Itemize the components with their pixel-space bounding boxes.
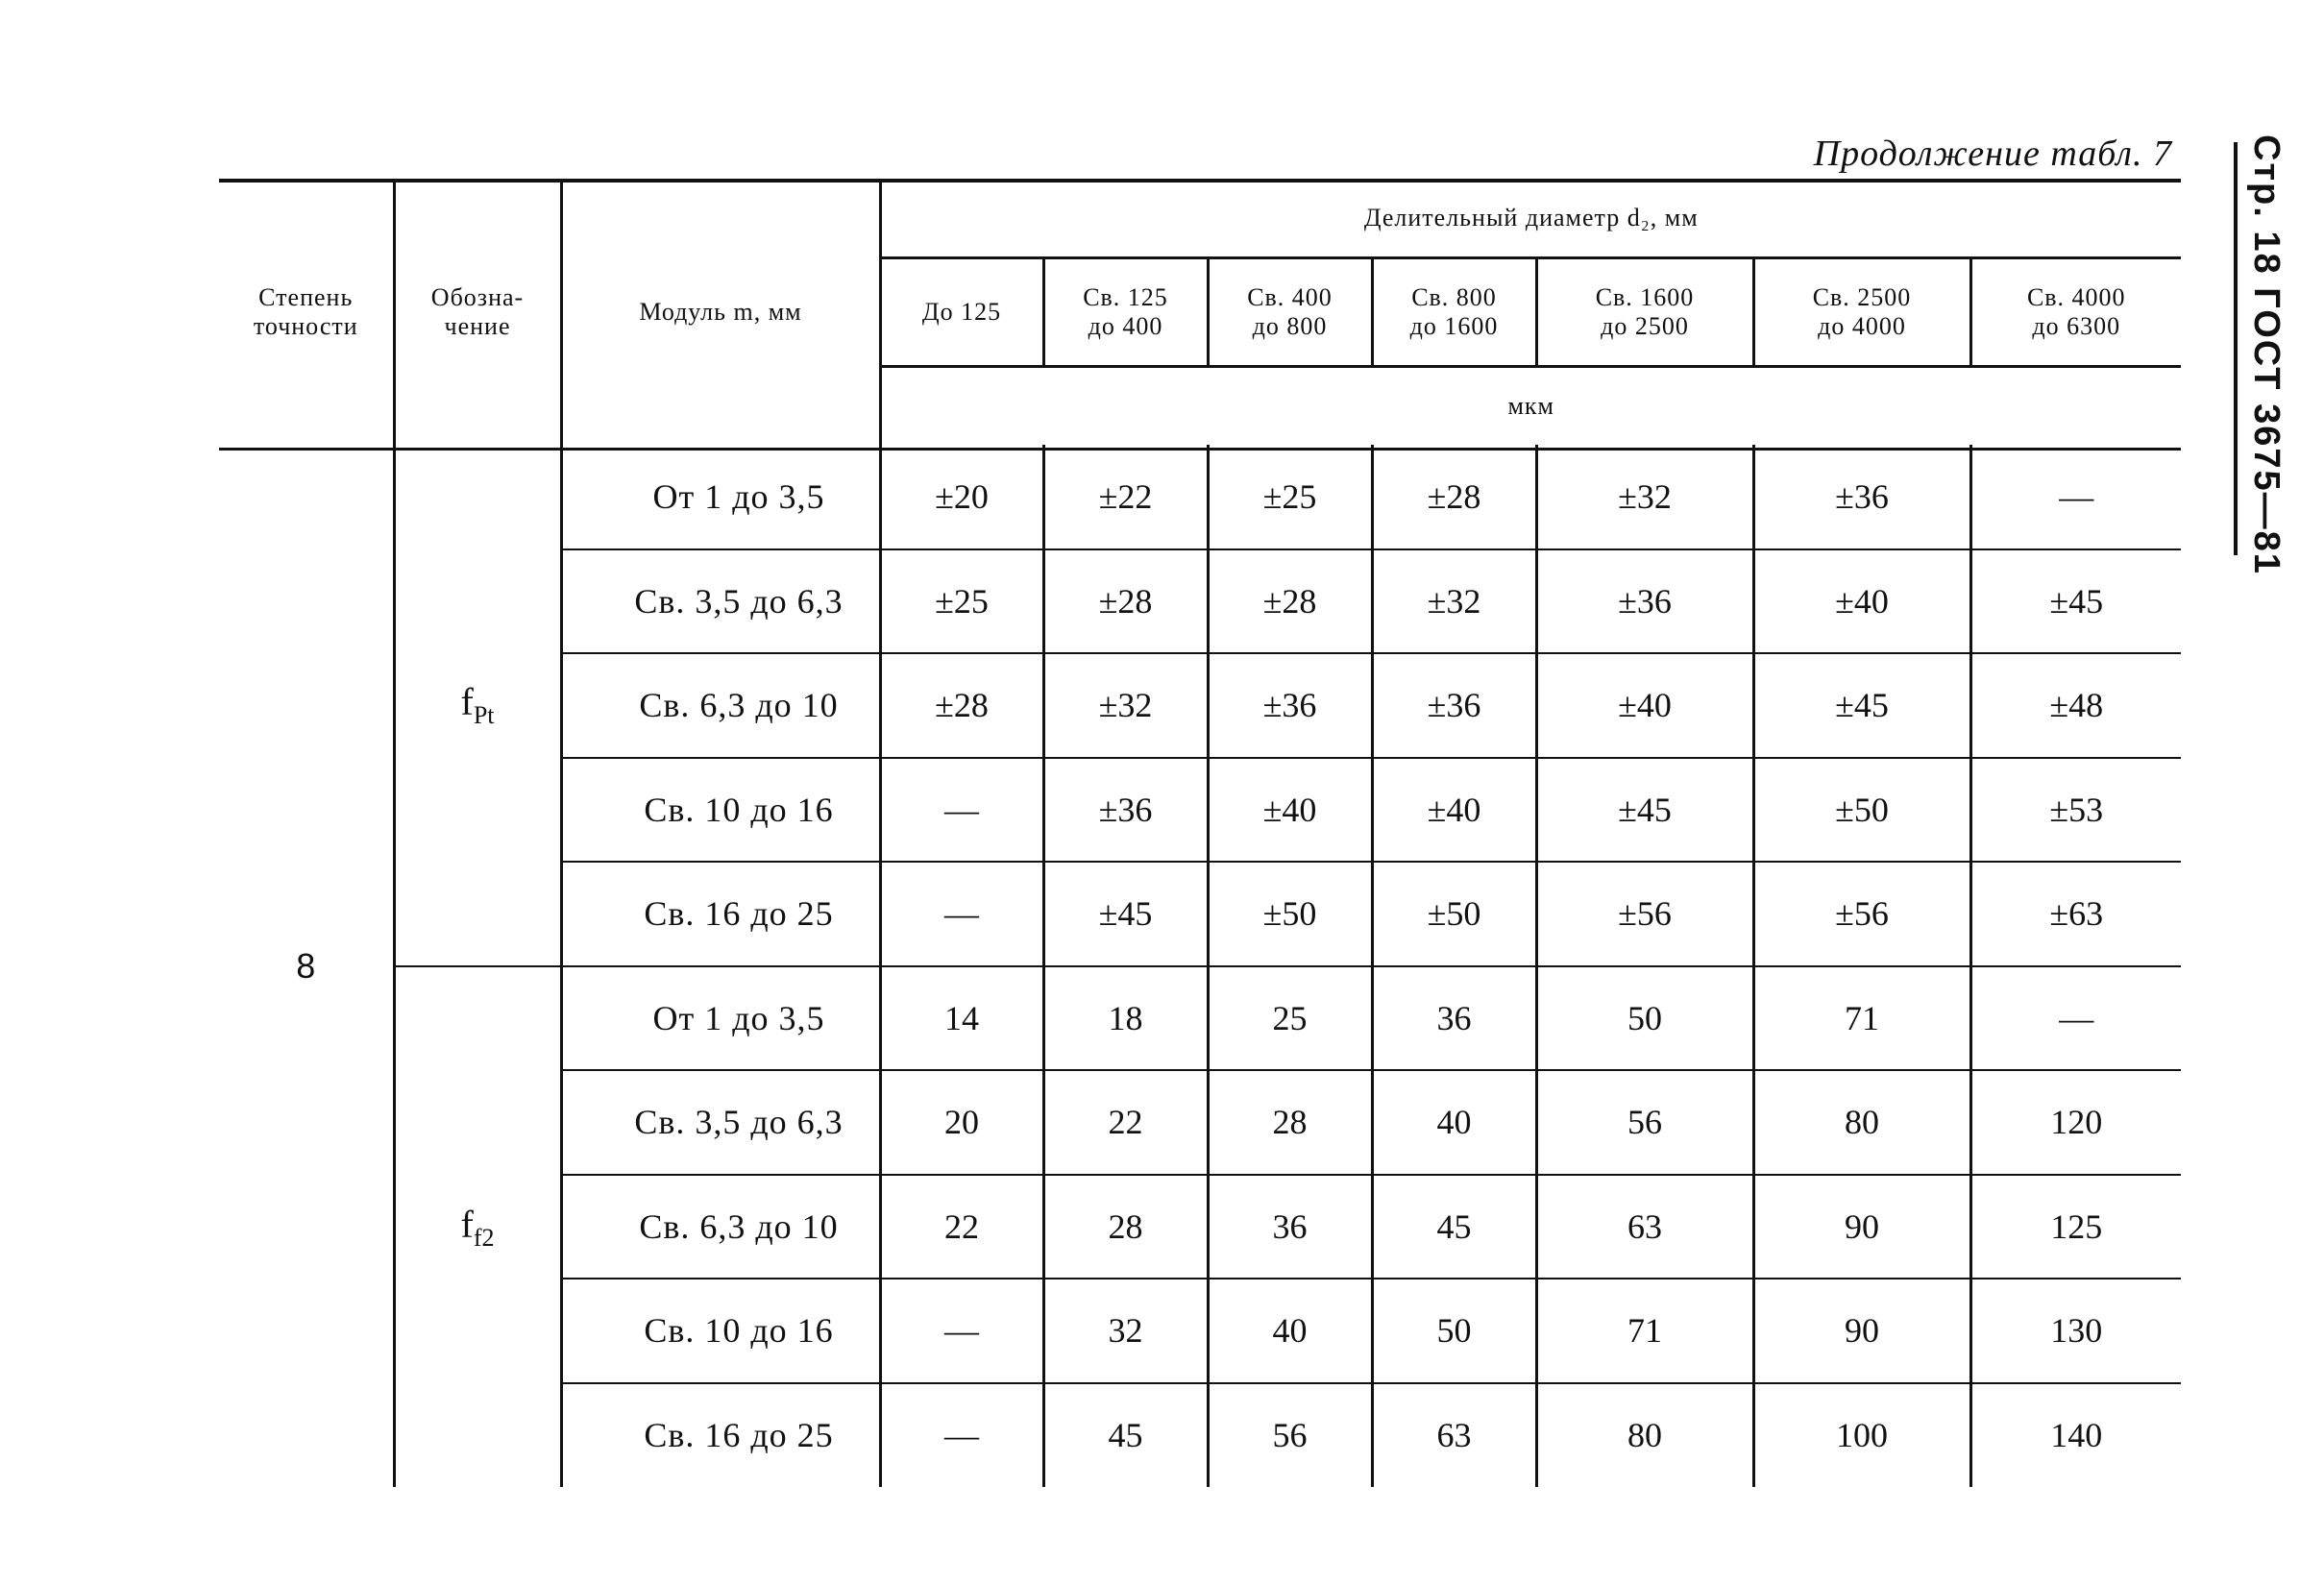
tolerance-value: ±45 — [1536, 758, 1753, 863]
header-grade — [219, 180, 394, 445]
tolerance-value: 71 — [1536, 1279, 1753, 1383]
tolerance-value: ±28 — [880, 653, 1043, 758]
header-diameter-col-line: до 1600 — [1409, 312, 1499, 340]
header-symbol-line2: чение — [444, 312, 511, 340]
header-diameter-col — [1043, 258, 1208, 367]
header-diameter-col — [880, 258, 1043, 367]
tolerance-symbol-subscript: f2 — [473, 1223, 495, 1252]
tolerance-value: ±40 — [1208, 758, 1372, 863]
module-range: От 1 до 3,5 — [561, 445, 880, 549]
module-range: Св. 16 до 25 — [561, 862, 880, 966]
tolerance-value: ±20 — [880, 445, 1043, 549]
header-diameter-col-line: Св. 1600 — [1595, 283, 1695, 311]
module-range: Св. 6,3 до 10 — [561, 653, 880, 758]
tolerance-value: 71 — [1753, 966, 1970, 1071]
tolerance-value: ±53 — [1970, 758, 2181, 863]
header-diameter-col-line: Св. 400 — [1247, 283, 1333, 311]
tolerance-value: ±32 — [1536, 445, 1753, 549]
tolerance-value: 14 — [880, 966, 1043, 1071]
tolerance-value: 50 — [1372, 1279, 1536, 1383]
tolerance-value: ±40 — [1753, 549, 1970, 654]
tolerance-value: 130 — [1970, 1279, 2181, 1383]
tolerance-value: — — [880, 862, 1043, 966]
header-diameter-col — [1536, 258, 1753, 367]
tolerance-value: 40 — [1208, 1279, 1372, 1383]
tolerance-value: ±36 — [1372, 653, 1536, 758]
tolerance-value: 45 — [1372, 1175, 1536, 1279]
tolerance-value: 125 — [1970, 1175, 2181, 1279]
table-row — [219, 445, 2181, 549]
tolerance-value: ±63 — [1970, 862, 2181, 966]
header-unit: мкм — [880, 367, 2181, 446]
tolerance-value: 120 — [1970, 1070, 2181, 1175]
tolerance-value: 50 — [1536, 966, 1753, 1071]
module-range: Св. 10 до 16 — [561, 758, 880, 863]
tolerance-value: ±40 — [1372, 758, 1536, 863]
tolerance-value: 40 — [1372, 1070, 1536, 1175]
module-range: Св. 16 до 25 — [561, 1383, 880, 1488]
header-symbol-line1: Обозна- — [430, 283, 525, 311]
tolerance-value: 18 — [1043, 966, 1208, 1071]
tolerance-value: 28 — [1208, 1070, 1372, 1175]
tolerance-value: ±28 — [1372, 445, 1536, 549]
tolerance-value: ±40 — [1536, 653, 1753, 758]
header-diameter-col-line: до 4000 — [1818, 312, 1906, 340]
tolerance-value: ±56 — [1753, 862, 1970, 966]
tolerance-value: 56 — [1208, 1383, 1372, 1488]
tolerance-value: ±32 — [1372, 549, 1536, 654]
header-diameter-col — [1208, 258, 1372, 367]
accuracy-grade: 8 — [296, 945, 316, 986]
tolerance-value: — — [880, 758, 1043, 863]
tolerance-value: ±36 — [1536, 549, 1753, 654]
header-diameter-col-line: Св. 2500 — [1812, 283, 1912, 311]
tolerance-value: — — [1970, 445, 2181, 549]
tolerance-value: 36 — [1208, 1175, 1372, 1279]
side-header — [2181, 134, 2324, 615]
tolerance-symbol-letter: f — [460, 680, 474, 724]
side-header-text: Стр. 18 ГОСТ 3675—81 — [2246, 134, 2287, 575]
tolerance-value: — — [880, 1383, 1043, 1488]
tolerance-symbol-letter: f — [460, 1202, 474, 1246]
tolerance-symbol-subscript: Pt — [473, 701, 495, 730]
tolerance-value: ±32 — [1043, 653, 1208, 758]
header-module: Модуль m, мм — [561, 180, 880, 445]
tolerance-value: — — [1970, 966, 2181, 1071]
tolerance-value: ±45 — [1753, 653, 1970, 758]
tolerance-value: ±36 — [1753, 445, 1970, 549]
tolerance-value: 90 — [1753, 1279, 1970, 1383]
tolerance-value: ±25 — [1208, 445, 1372, 549]
module-range: От 1 до 3,5 — [561, 966, 880, 1071]
header-diameter-col — [1753, 258, 1970, 367]
header-grade-line2: точности — [253, 312, 358, 340]
tolerance-value: 90 — [1753, 1175, 1970, 1279]
header-diameter: Делительный диаметр d₂, мм — [880, 180, 2181, 258]
tolerance-value: ±36 — [1043, 758, 1208, 863]
tolerance-value: ±56 — [1536, 862, 1753, 966]
module-range: Св. 6,3 до 10 — [561, 1175, 880, 1279]
tolerance-value: ±36 — [1208, 653, 1372, 758]
module-range: Св. 10 до 16 — [561, 1279, 880, 1383]
header-diameter-col — [1970, 258, 2181, 367]
table-caption: Продолжение табл. 7 — [1813, 134, 2172, 174]
tolerance-value: 45 — [1043, 1383, 1208, 1488]
tolerance-value: 28 — [1043, 1175, 1208, 1279]
tolerance-value: 80 — [1753, 1070, 1970, 1175]
header-diameter-col-line: до 400 — [1088, 312, 1163, 340]
tolerance-value: ±45 — [1043, 862, 1208, 966]
header-diameter-col-line: Св. 125 — [1083, 283, 1168, 311]
tolerance-value: ±50 — [1372, 862, 1536, 966]
module-range: Св. 3,5 до 6,3 — [561, 1070, 880, 1175]
tolerance-value: 100 — [1753, 1383, 1970, 1488]
tolerance-value: 56 — [1536, 1070, 1753, 1175]
tolerance-value: 25 — [1208, 966, 1372, 1071]
tolerance-value: 36 — [1372, 966, 1536, 1071]
tolerance-value: ±28 — [1043, 549, 1208, 654]
tolerance-value: 63 — [1536, 1175, 1753, 1279]
tolerance-value: ±50 — [1753, 758, 1970, 863]
tolerance-value: 80 — [1536, 1383, 1753, 1488]
tolerance-value: 140 — [1970, 1383, 2181, 1488]
header-diameter-col — [1372, 258, 1536, 367]
tolerance-value: 22 — [1043, 1070, 1208, 1175]
header-diameter-col-line: До 125 — [921, 298, 1002, 326]
header-diameter-col-line: до 6300 — [2032, 312, 2121, 340]
tolerance-value: ±25 — [880, 549, 1043, 654]
tolerance-value: 32 — [1043, 1279, 1208, 1383]
header-diameter-col-line: Св. 4000 — [2026, 283, 2126, 311]
tolerance-value: ±45 — [1970, 549, 2181, 654]
table-row — [219, 966, 2181, 1071]
tolerance-value: 20 — [880, 1070, 1043, 1175]
tolerance-value: ±28 — [1208, 549, 1372, 654]
header-grade-line1: Степень — [258, 283, 354, 311]
tolerance-table — [219, 180, 2181, 1487]
tolerance-value: ±50 — [1208, 862, 1372, 966]
tolerance-value: ±48 — [1970, 653, 2181, 758]
header-diameter-col-line: Св. 800 — [1411, 283, 1497, 311]
tolerance-value: — — [880, 1279, 1043, 1383]
table-header — [219, 180, 2181, 445]
header-diameter-col-line: до 800 — [1252, 312, 1328, 340]
tolerance-value: ±22 — [1043, 445, 1208, 549]
header-diameter-col-line: до 2500 — [1601, 312, 1689, 340]
header-symbol — [394, 180, 561, 445]
tolerance-value: 22 — [880, 1175, 1043, 1279]
tolerance-symbol — [394, 445, 561, 966]
module-range: Св. 3,5 до 6,3 — [561, 549, 880, 654]
tolerance-symbol — [394, 966, 561, 1488]
tolerance-value: 63 — [1372, 1383, 1536, 1488]
table-body — [219, 445, 2181, 1487]
